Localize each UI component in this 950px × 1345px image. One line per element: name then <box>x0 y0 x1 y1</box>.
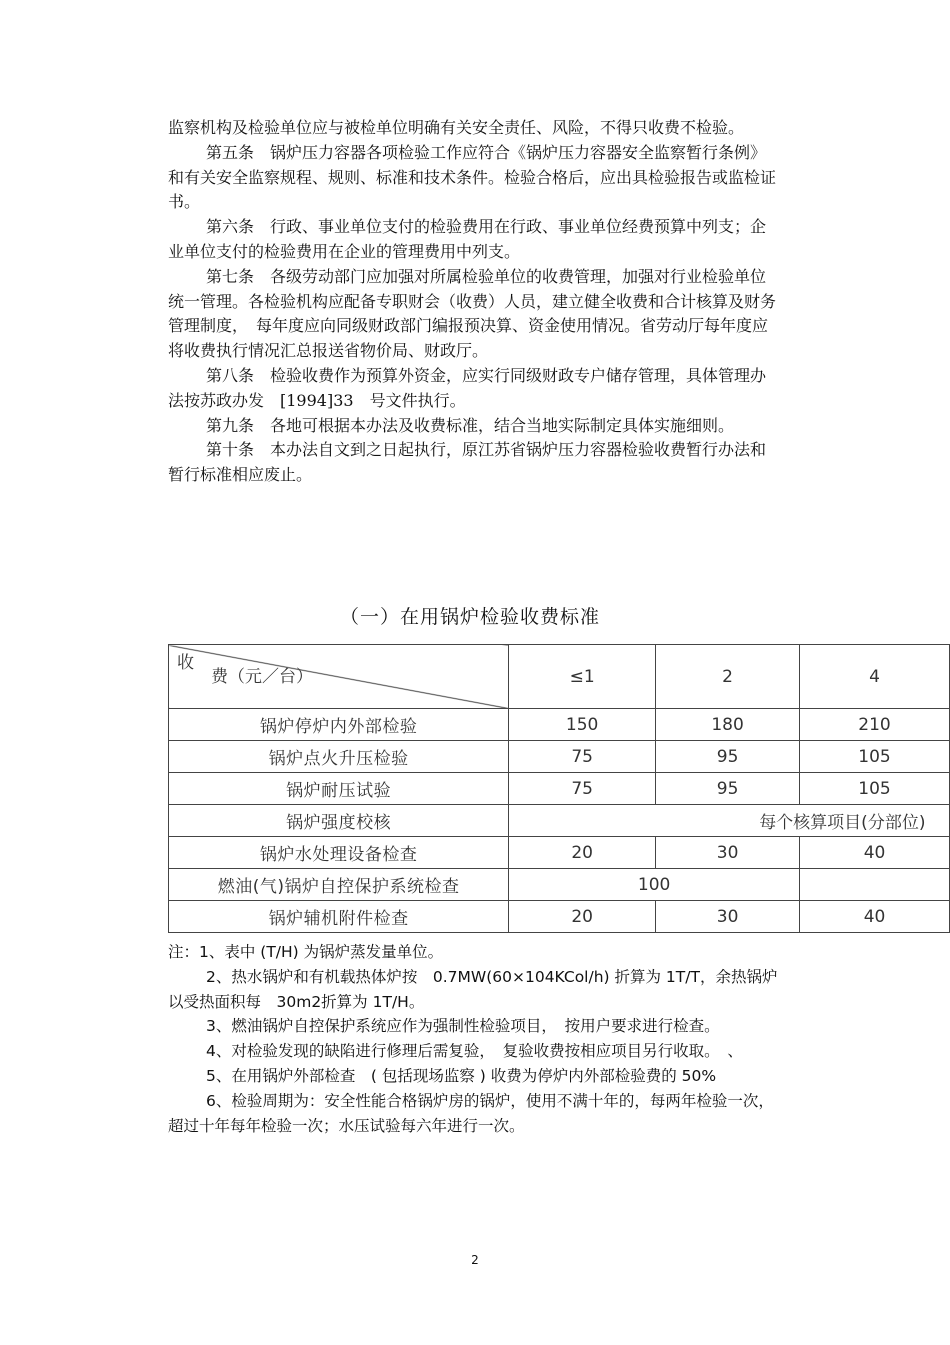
table-cell: 95 <box>656 741 800 773</box>
note-2: 2、热水锅炉和有机载热体炉按 0.7MW(60×104KCol/h) 折算为 1T/T，余热锅炉以受热面积每 30m2折算为 1T/H。 <box>168 967 778 1011</box>
row-label: 锅炉强度校核 <box>169 805 509 837</box>
table-cell: 105 <box>800 741 950 773</box>
table-cell: 30 <box>656 837 800 869</box>
merged-cell: 100 <box>509 869 800 901</box>
table-cell: 180 <box>656 709 800 741</box>
table-header-row <box>169 645 950 709</box>
table-cell: 30 <box>656 901 800 933</box>
paragraph-article-10: 第十条 本办法自文到之日起执行，原江苏省锅炉压力容器检验收费暂行办法和暂行标准相应废止。 <box>168 440 767 485</box>
table-row <box>169 709 950 741</box>
table-row <box>169 773 950 805</box>
table-cell: 40 <box>800 901 950 933</box>
column-header: 2 <box>656 645 800 709</box>
paragraph-article-9: 第九条 各地可根据本办法及收费标准，结合当地实际制定具体实施细则。 <box>206 415 735 435</box>
body-text <box>168 116 778 488</box>
paragraph-article-5: 第五条 锅炉压力容器各项检验工作应符合《锅炉压力容器安全监察暂行条例》和有关安全监察规程、规则、标准和技术条件。检验合格后，应出具检验报告或监检证书。 <box>168 142 777 212</box>
column-header: ≤1 <box>509 645 656 709</box>
corner-header-line2: 费（元／台） <box>211 667 313 687</box>
table-notes <box>168 940 778 1138</box>
table-cell: 75 <box>509 773 656 805</box>
table-cell: 105 <box>800 773 950 805</box>
table-cell: 40 <box>800 837 950 869</box>
column-header: 4 <box>800 645 950 709</box>
corner-header-line1: 收 <box>177 653 194 673</box>
paragraph-article-8: 第八条 检验收费作为预算外资金，应实行同级财政专户储存管理，具体管理办法按苏政办发 [1994]33 号文件执行。 <box>168 365 767 410</box>
note-5: 5、在用锅炉外部检查 ( 包括现场监察 ) 收费为停炉内外部检验费的 50% <box>206 1066 717 1085</box>
table-row <box>169 805 950 837</box>
note-1: 注：1、表中 (T/H) 为锅炉蒸发量单位。 <box>168 943 444 961</box>
note-6: 6、检验周期为：安全性能合格锅炉房的锅炉，使用不满十年的，每两年检验一次，超过十年每年检验一次；水压试验每六年进行一次。 <box>168 1091 774 1135</box>
row-label: 锅炉停炉内外部检验 <box>169 709 509 741</box>
table-cell: 20 <box>509 837 656 869</box>
note-4: 4、对检验发现的缺陷进行修理后需复验， 复验收费按相应项目另行收取。 、 <box>206 1042 743 1061</box>
row-label: 锅炉水处理设备检查 <box>169 837 509 869</box>
table-cell: 20 <box>509 901 656 933</box>
table-cell: 150 <box>509 709 656 741</box>
row-label: 燃油(气)锅炉自控保护系统检查 <box>169 869 509 901</box>
table-corner-header <box>169 645 509 709</box>
table-row <box>169 741 950 773</box>
fee-table <box>168 644 950 933</box>
paragraph-1: 监察机构及检验单位应与被检单位明确有关安全责任、风险，不得只收费不检验。 <box>168 118 745 137</box>
row-label: 锅炉耐压试验 <box>169 773 509 805</box>
table-cell: 75 <box>509 741 656 773</box>
paragraph-article-7: 第七条 各级劳动部门应加强对所属检验单位的收费管理，加强对行业检验单位统一管理。各检验机构应配备专职财会（收费）人员，建立健全收费和合计核算及财务管理制度， 每年度应向同级财政部门编报预决算、资金使用情况。省劳动厅每年度应将收费执行情况汇总报送省物价局、财政厅。 <box>168 266 777 361</box>
page-number: 2 <box>471 1253 479 1267</box>
merged-cell: 每个核算项目(分部位) <box>509 805 950 837</box>
table-row <box>169 901 950 933</box>
paragraph-article-6: 第六条 行政、事业单位支付的检验费用在行政、事业单位经费预算中列支；企业单位支付的检验费用在企业的管理费用中列支。 <box>168 217 767 261</box>
table-row <box>169 837 950 869</box>
table-cell: 210 <box>800 709 950 741</box>
row-label: 锅炉点火升压检验 <box>169 741 509 773</box>
table-title: （一）在用锅炉检验收费标准 <box>339 606 600 628</box>
table-cell: 95 <box>656 773 800 805</box>
note-3: 3、燃油锅炉自控保护系统应作为强制性检验项目， 按用户要求进行检查。 <box>206 1017 720 1036</box>
table-row <box>169 869 950 901</box>
table-cell <box>800 869 950 901</box>
row-label: 锅炉辅机附件检查 <box>169 901 509 933</box>
